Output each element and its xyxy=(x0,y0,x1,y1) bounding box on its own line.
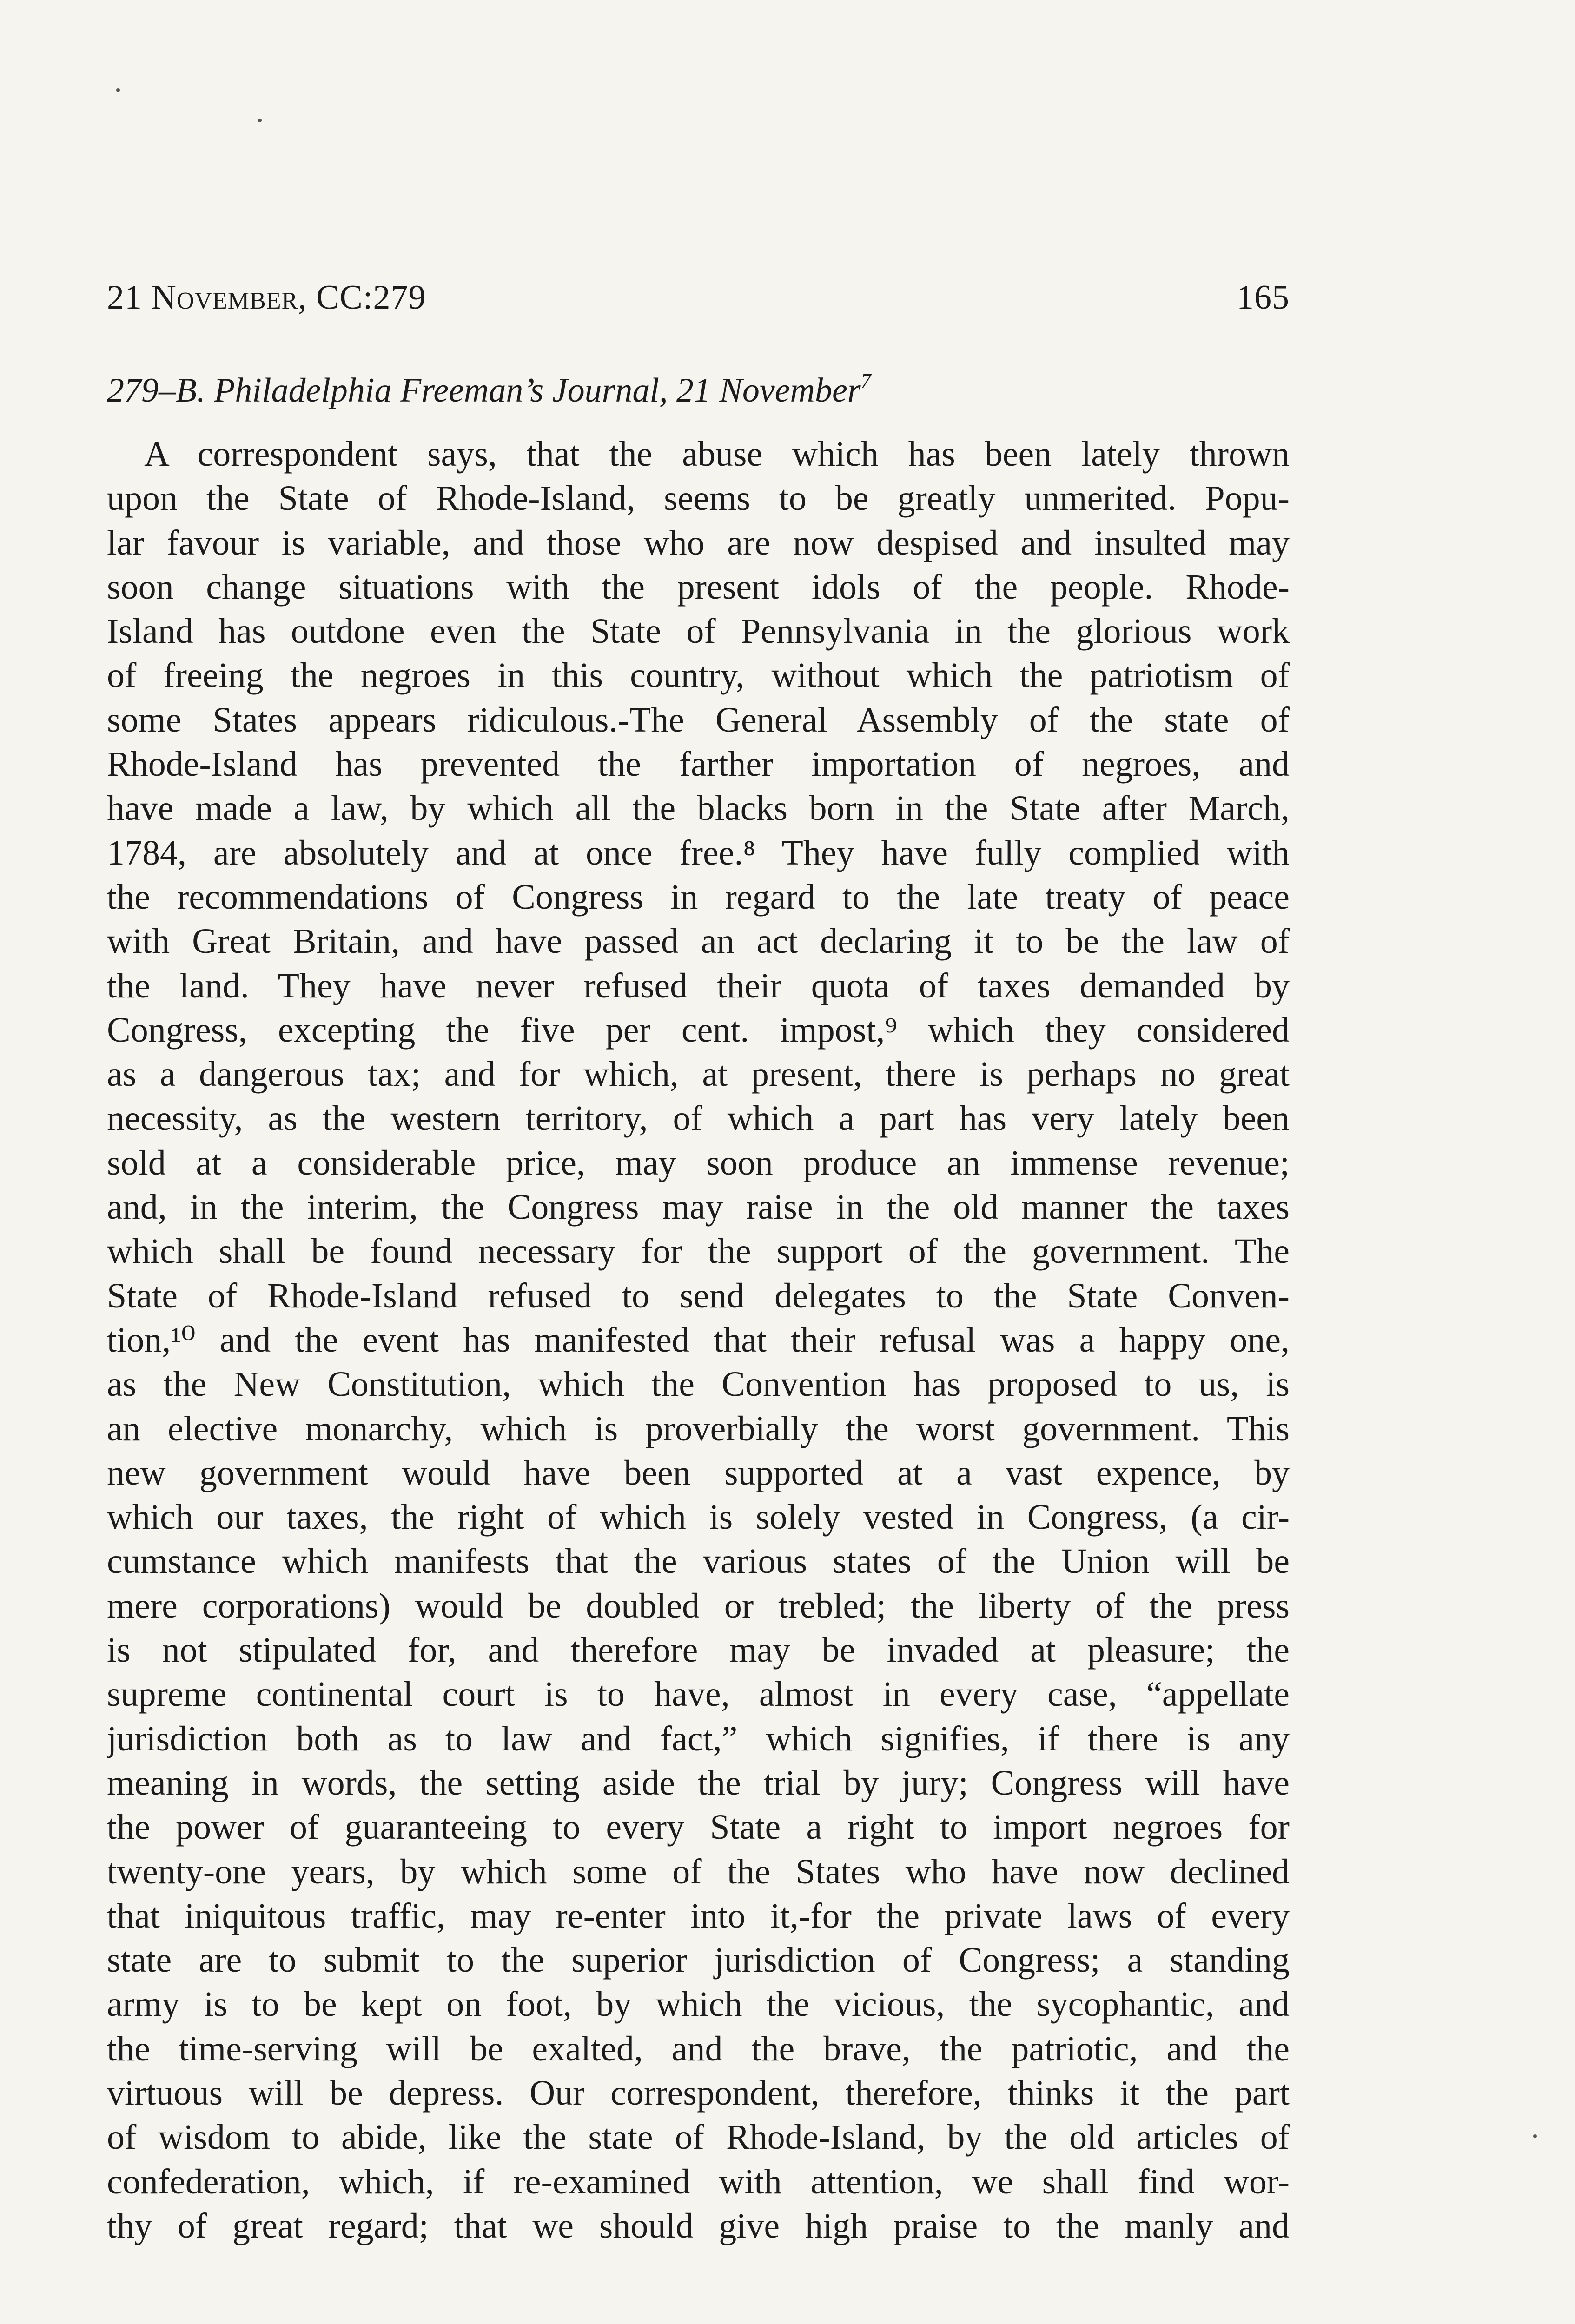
body-line: that iniquitous traffic, may re-enter into it,-for the private laws of every xyxy=(107,1896,1290,1935)
body-line: soon change situations with the present idols of the people. Rhode- xyxy=(107,567,1290,607)
body-line: the power of guaranteeing to every State a right to import negroes for xyxy=(107,1808,1290,1847)
body-line: Rhode-Island has prevented the farther importation of negroes, and xyxy=(107,745,1290,784)
body-line: state are to submit to the superior jurisdiction of Congress; a standing xyxy=(107,1941,1290,1980)
paper-speck xyxy=(1533,2134,1537,2138)
body-line: army is to be kept on foot, by which the vicious, the sycophantic, and xyxy=(107,1985,1290,2024)
body-line: which shall be found necessary for the support of the government. The xyxy=(107,1232,1290,1271)
body-text xyxy=(107,432,1290,2248)
body-line: thy of great regard; that we should give high praise to the manly and xyxy=(107,2206,1290,2245)
body-line: and, in the interim, the Congress may raise in the old manner the taxes xyxy=(107,1188,1290,1227)
document-heading-text: 279–B. Philadelphia Freeman’s Journal, 21 November xyxy=(107,371,861,409)
body-line: the time-serving will be exalted, and the brave, the patriotic, and the xyxy=(107,2029,1290,2068)
body-line: cumstance which manifests that the various states of the Union will be xyxy=(107,1542,1290,1581)
body-line: Island has outdone even the State of Pennsylvania in the glorious work xyxy=(107,612,1290,651)
body-line: twenty-one years, by which some of the States who have now declined xyxy=(107,1852,1290,1891)
body-line: some States appears ridiculous.-The General Assembly of the state of xyxy=(107,700,1290,739)
body-line: the recommendations of Congress in regard to the late treaty of peace xyxy=(107,877,1290,917)
body-line: with Great Britain, and have passed an act declaring it to be the law of xyxy=(107,922,1290,961)
running-head xyxy=(107,274,1290,321)
body-line: State of Rhode-Island refused to send delegates to the State Conven- xyxy=(107,1276,1290,1315)
body-line: have made a law, by which all the blacks born in the State after March, xyxy=(107,789,1290,828)
body-line: necessity, as the western territory, of which a part has very lately been xyxy=(107,1099,1290,1138)
body-line: the land. They have never refused their quota of taxes demanded by xyxy=(107,966,1290,1005)
body-line: Congress, excepting the five per cent. impost,⁹ which they considered xyxy=(107,1010,1290,1050)
body-line: meaning in words, the setting aside the trial by jury; Congress will have xyxy=(107,1763,1290,1802)
body-line: as the New Constitution, which the Convention has proposed to us, is xyxy=(107,1365,1290,1404)
body-line: supreme continental court is to have, almost in every case, “appellate xyxy=(107,1675,1290,1714)
body-line: an elective monarchy, which is proverbially the worst government. This xyxy=(107,1409,1290,1448)
page-number: 165 xyxy=(1237,278,1290,317)
body-line: jurisdiction both as to law and fact,” which signifies, if there is any xyxy=(107,1719,1290,1758)
body-line: virtuous will be depress. Our correspondent, therefore, thinks it the part xyxy=(107,2073,1290,2113)
body-line: new government would have been supported at a vast expence, by xyxy=(107,1453,1290,1492)
paper-speck xyxy=(116,88,120,92)
paper-speck xyxy=(258,119,262,122)
body-line: which our taxes, the right of which is solely vested in Congress, (a cir- xyxy=(107,1498,1290,1537)
body-line: confederation, which, if re-examined with attention, we shall find wor- xyxy=(107,2162,1290,2201)
body-line: mere corporations) would be doubled or trebled; the liberty of the press xyxy=(107,1586,1290,1625)
footnote-marker: 7 xyxy=(860,370,871,392)
body-line: 1784, are absolutely and at once free.⁸ They have fully complied with xyxy=(107,833,1290,872)
body-line: A correspondent says, that the abuse which has been lately thrown xyxy=(144,435,1290,474)
body-line: is not stipulated for, and therefore may be invaded at pleasure; the xyxy=(107,1631,1290,1670)
document-heading xyxy=(107,367,1290,414)
body-line: as a dangerous tax; and for which, at present, there is perhaps no great xyxy=(107,1055,1290,1094)
body-line: upon the State of Rhode-Island, seems to be greatly unmerited. Popu- xyxy=(107,479,1290,518)
body-line: of wisdom to abide, like the state of Rhode-Island, by the old articles of xyxy=(107,2118,1290,2157)
body-line: of freeing the negroes in this country, without which the patriotism of xyxy=(107,656,1290,695)
running-head-left: 21 November, CC:279 xyxy=(107,278,426,317)
body-line: tion,¹⁰ and the event has manifested that their refusal was a happy one, xyxy=(107,1320,1290,1360)
body-line: lar favour is variable, and those who are now despised and insulted may xyxy=(107,523,1290,562)
body-line: sold at a considerable price, may soon produce an immense revenue; xyxy=(107,1143,1290,1182)
